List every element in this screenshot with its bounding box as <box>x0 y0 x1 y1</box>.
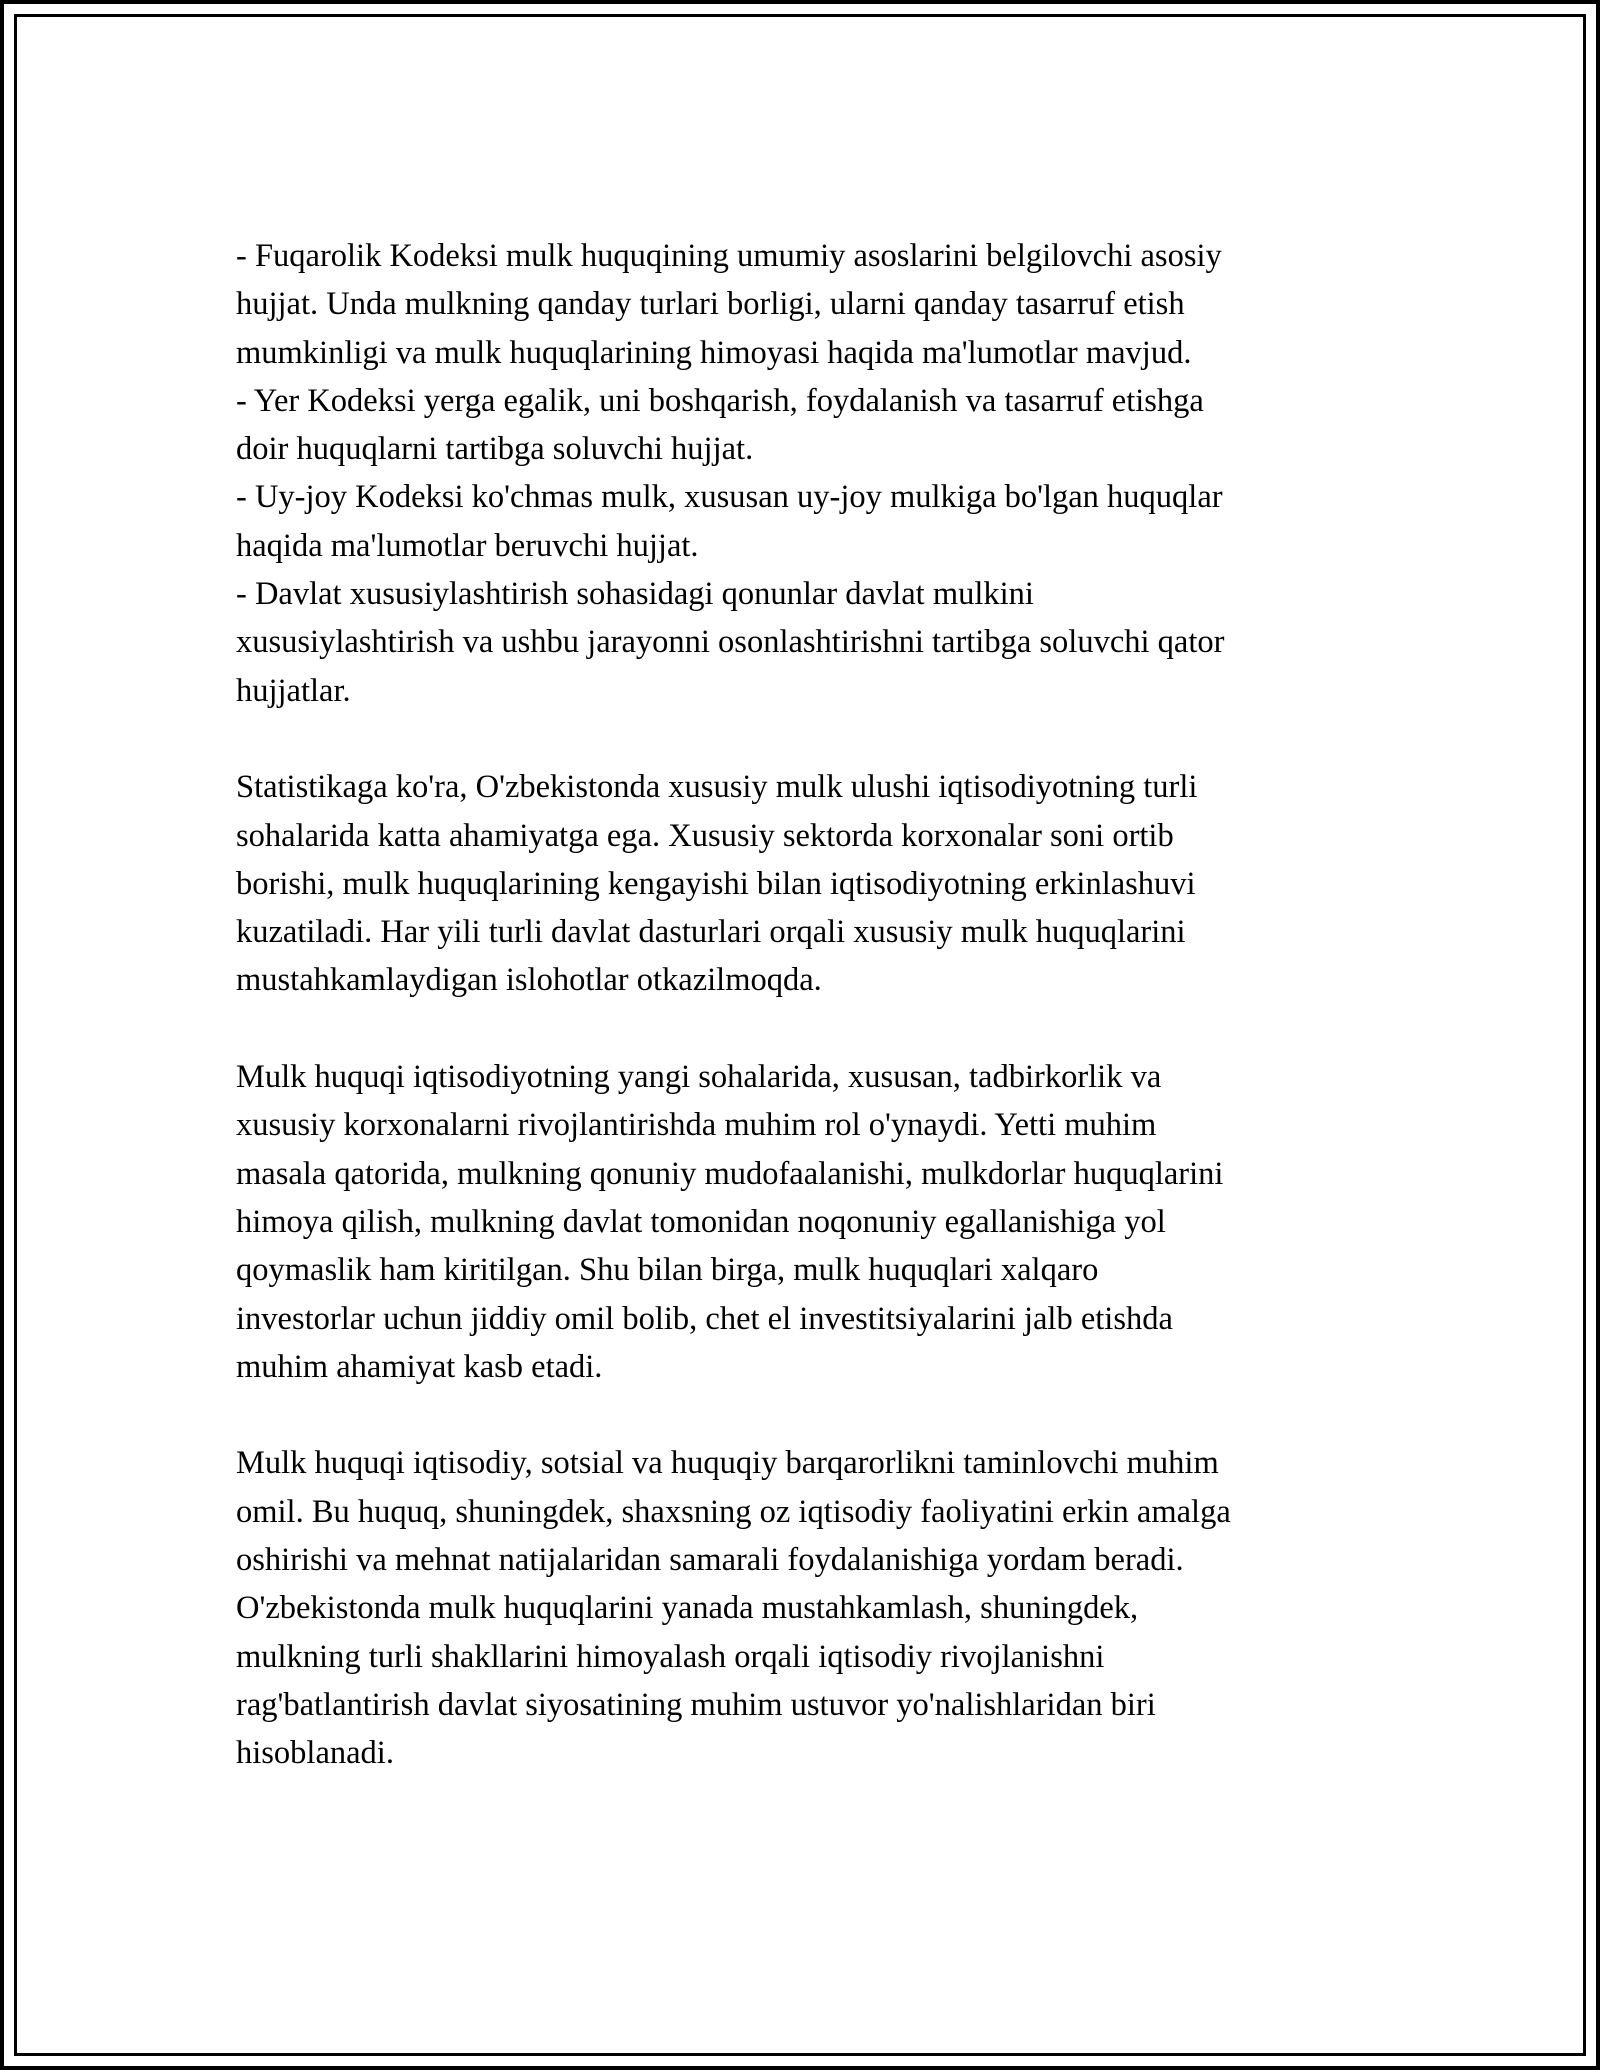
text-line: - Fuqarolik Kodeksi mulk huquqining umumiy asoslarini belgilovchi asosiy <box>236 238 1222 274</box>
text-line: - Uy-joy Kodeksi ko'chmas mulk, xususan uy-joy mulkiga bo'lgan huquqlar <box>236 479 1223 516</box>
text-line: qoymaslik ham kiritilgan. Shu bilan birga, mulk huquqlari xalqaro <box>236 1252 1099 1289</box>
text-line: hisoblanadi. <box>236 1735 394 1772</box>
text-line: haqida ma'lumotlar beruvchi hujjat. <box>236 527 699 564</box>
text-line: xususiy korxonalarni rivojlantirishda muhim rol o'ynaydi. Yetti muhim <box>236 1107 1157 1144</box>
text-line: Mulk huquqi iqtisodiyotning yangi sohalarida, xususan, tadbirkorlik va <box>236 1059 1162 1096</box>
paragraph-gap <box>236 715 1386 763</box>
text-line: borishi, mulk huquqlarining kengayishi bilan iqtisodiyotning erkinlashuvi <box>236 865 1196 902</box>
text-line: oshirishi va mehnat natijalaridan samarali foydalanishiga yordam beradi. <box>236 1542 1184 1579</box>
text-line: hujjat. Unda mulkning qanday turlari borligi, ularni qanday tasarruf etish <box>236 286 1185 323</box>
text-line: - Yer Kodeksi yerga egalik, uni boshqarish, foydalanish va tasarruf etishga <box>236 382 1204 419</box>
text-line: mumkinligi va mulk huquqlarining himoyasi haqida ma'lumotlar mavjud. <box>236 334 1192 371</box>
text-line: sohalarida katta ahamiyatga ega. Xususiy sektorda korxonalar soni ortib <box>236 817 1174 854</box>
text-line: mustahkamlaydigan islohotlar otkazilmoqda. <box>236 962 822 999</box>
text-line: O'zbekistonda mulk huquqlarini yanada mustahkamlash, shuningdek, <box>236 1590 1139 1627</box>
paragraph-statistics <box>236 763 1386 1004</box>
document-body <box>236 232 1386 1778</box>
text-line: - Davlat xususiylashtirish sohasidagi qonunlar davlat mulkini <box>236 576 1034 613</box>
text-line: omil. Bu huquq, shuningdek, shaxsning oz iqtisodiy faoliyatini erkin amalga <box>236 1493 1231 1530</box>
text-line: xususiylashtirish va ushbu jarayonni osonlashtirishni tartibga soluvchi qator <box>236 624 1225 661</box>
text-line: investorlar uchun jiddiy omil bolib, chet el investitsiyalarini jalb etishda <box>236 1300 1173 1337</box>
text-line: Mulk huquqi iqtisodiy, sotsial va huquqiy barqarorlikni taminlovchi muhim <box>236 1445 1219 1482</box>
paragraph-gap <box>236 1005 1386 1053</box>
text-line: doir huquqlarni tartibga soluvchi hujjat. <box>236 431 754 468</box>
text-line: kuzatiladi. Har yili turli davlat dasturlari orqali xususiy mulk huquqlarini <box>236 914 1186 951</box>
text-line: Statistikaga ko'ra, O'zbekistonda xususiy mulk ulushi iqtisodiyotning turli <box>236 769 1198 806</box>
paragraph-conclusion <box>236 1439 1386 1777</box>
text-line: himoya qilish, mulkning davlat tomonidan noqonuniy egallanishiga yol <box>236 1203 1166 1240</box>
text-line: mulkning turli shakllarini himoyalash orqali iqtisodiy rivojlanishni <box>236 1638 1105 1675</box>
paragraph-new-sectors <box>236 1053 1386 1391</box>
paragraph-legal-codes <box>236 232 1386 715</box>
text-line: muhim ahamiyat kasb etadi. <box>236 1348 603 1385</box>
text-line: rag'batlantirish davlat siyosatining muhim ustuvor yo'nalishlaridan biri <box>236 1686 1156 1723</box>
text-line: masala qatorida, mulkning qonuniy mudofaalanishi, mulkdorlar huquqlarini <box>236 1155 1224 1192</box>
paragraph-gap <box>236 1391 1386 1439</box>
text-line: hujjatlar. <box>236 672 351 709</box>
